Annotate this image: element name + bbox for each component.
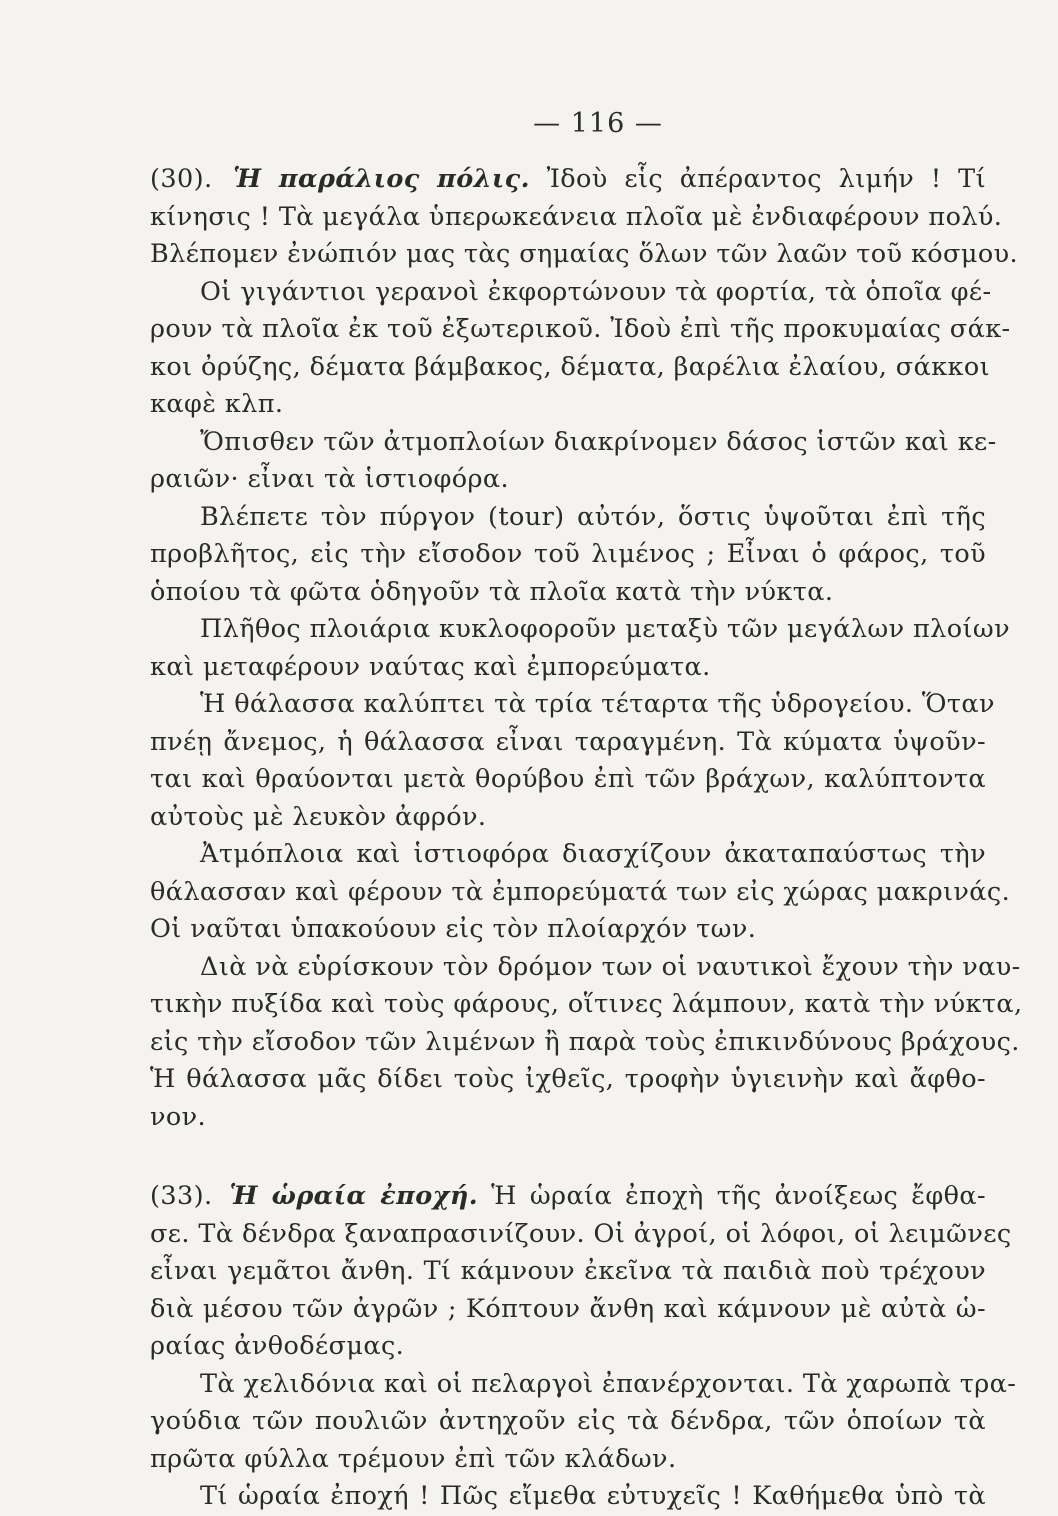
section-heading-line xyxy=(150,161,986,199)
text-line: Οἱ γιγάντιοι γερανοὶ ἐκφορτώνουν τὰ φορτία, τὰ ὁποῖα φέ- xyxy=(200,276,992,307)
text-line: ται καὶ θραύονται μετὰ θορύβου ἐπὶ τῶν βράχων, καλύπτοντα xyxy=(150,764,986,794)
page-number: — 116 — xyxy=(533,108,663,139)
text-line: τικὴν πυξίδα καὶ τοὺς φάρους, οἵτινες λάμπουν, κατὰ τὴν νύκτα, xyxy=(150,989,1023,1019)
text-line: Βλέπετε τὸν πύργον (tour) αὐτόν, ὅστις ὑψοῦται ἐπὶ τῆς xyxy=(200,501,986,532)
text-line: ρουν τὰ πλοῖα ἐκ τοῦ ἐξωτερικοῦ. Ἰδοὺ ἐπὶ τῆς προκυμαίας σάκ- xyxy=(150,314,1011,344)
text-line: Ὄπισθεν τῶν ἀτμοπλοίων διακρίνομεν δάσος ἱστῶν καὶ κε- xyxy=(200,426,997,457)
heading-line-text: Ἰδοὺ εἷς ἀπέραντος λιμήν ! Τί xyxy=(546,164,986,194)
text-line: προβλῆτος, εἰς τὴν εἴσοδον τοῦ λιμένος ; Εἶναι ὁ φάρος, τοῦ xyxy=(150,539,986,569)
text-line: θάλασσαν καὶ φέρουν τὰ ἐμπορεύματά των εἰς χώρας μακρινάς. xyxy=(150,876,1011,907)
text-line: Ἡ θάλασσα καλύπτει τὰ τρία τέταρτα τῆς ὑδρογείου. Ὅταν xyxy=(200,689,995,719)
text-line: καὶ μεταφέρουν ναύτας καὶ ἐμπορεύματα. xyxy=(150,651,711,682)
text-line: ραίας ἀνθοδέσμας. xyxy=(150,1331,405,1361)
text-line: Τὰ χελιδόνια καὶ οἱ πελαργοὶ ἐπανέρχονται. Τὰ χαρωπὰ τρα- xyxy=(200,1368,1017,1399)
text-line: διὰ μέσου τῶν ἀγρῶν ; Κόπτουν ἄνθη καὶ κάμνουν μὲ αὐτὰ ὡ- xyxy=(150,1293,986,1324)
text-line: γούδια τῶν πουλιῶν ἀντηχοῦν εἰς τὰ δένδρα, τῶν ὁποίων τὰ xyxy=(150,1406,986,1436)
text-line: αὐτοὺς μὲ λευκὸν ἀφρόν. xyxy=(150,801,487,832)
text-line: Διὰ νὰ εὑρίσκουν τὸν δρόμον των οἱ ναυτικοὶ ἔχουν τὴν ναυ- xyxy=(200,951,1021,982)
text-line: πρῶτα φύλλα τρέμουν ἐπὶ τῶν κλάδων. xyxy=(150,1443,677,1474)
section-title: Ἡ παράλιος πόλις. xyxy=(233,164,530,194)
text-line: Βλέπομεν ἐνώπιόν μας τὰς σημαίας ὅλων τῶν λαῶν τοῦ κόσμου. xyxy=(150,239,1018,269)
heading-line-text: Ἡ ὡραία ἐποχὴ τῆς ἀνοίξεως ἔφθα- xyxy=(491,1181,986,1211)
section-heading-line xyxy=(150,1178,986,1216)
section-number: (33). xyxy=(150,1181,213,1211)
text-line: εἶναι γεμᾶτοι ἄνθη. Τί κάμνουν ἐκεῖνα τὰ παιδιὰ ποὺ τρέχουν xyxy=(150,1256,986,1286)
text-line: εἰς τὴν εἴσοδον τῶν λιμένων ἢ παρὰ τοὺς ἐπικινδύνους βράχους. xyxy=(150,1026,1020,1057)
text-line: Ἀτμόπλοια καὶ ἱστιοφόρα διασχίζουν ἀκαταπαύστως τὴν xyxy=(200,839,986,869)
text-line: καφὲ κλπ. xyxy=(150,389,284,419)
text-line: κίνησις ! Τὰ μεγάλα ὑπερωκεάνεια πλοῖα μὲ ἐνδιαφέρουν πολύ. xyxy=(150,201,1003,232)
text-line: Πλῆθος πλοιάρια κυκλοφοροῦν μεταξὺ τῶν μεγάλων πλοίων xyxy=(200,614,1010,644)
text-line: Τί ὡραία ἐποχή ! Πῶς εἴμεθα εὐτυχεῖς ! Καθήμεθα ὑπὸ τὰ xyxy=(200,1481,986,1511)
section-title: Ἡ ὡραία ἐποχή. xyxy=(229,1181,479,1211)
text-line: ραιῶν· εἶναι τὰ ἱστιοφόρα. xyxy=(150,464,509,494)
text-line: πνέῃ ἄνεμος, ἡ θάλασσα εἶναι ταραγμένη. Τὰ κύματα ὑψοῦν- xyxy=(150,726,986,757)
section-body xyxy=(150,1216,1017,1516)
section-30 xyxy=(150,161,1023,1136)
text-line: κοι ὀρύζης, δέματα βάμβακος, δέματα, βαρέλια ἐλαίου, σάκκοι xyxy=(150,351,991,382)
text-line: νον. xyxy=(150,1101,207,1132)
text-line: ὁποίου τὰ φῶτα ὁδηγοῦν τὰ πλοῖα κατὰ τὴν νύκτα. xyxy=(150,576,834,607)
text-line: σε. Τὰ δένδρα ξαναπρασινίζουν. Οἱ ἀγροί, οἱ λόφοι, οἱ λειμῶνες xyxy=(150,1218,1012,1249)
text-line: Ἡ θάλασσα μᾶς δίδει τοὺς ἰχθεῖς, τροφὴν ὑγιεινὴν καὶ ἄφθο- xyxy=(150,1064,986,1094)
section-number: (30). xyxy=(150,164,213,194)
section-33 xyxy=(150,1178,1017,1516)
section-body xyxy=(150,199,1023,1137)
text-line: Οἱ ναῦται ὑπακούουν εἰς τὸν πλοίαρχόν των. xyxy=(150,914,757,944)
